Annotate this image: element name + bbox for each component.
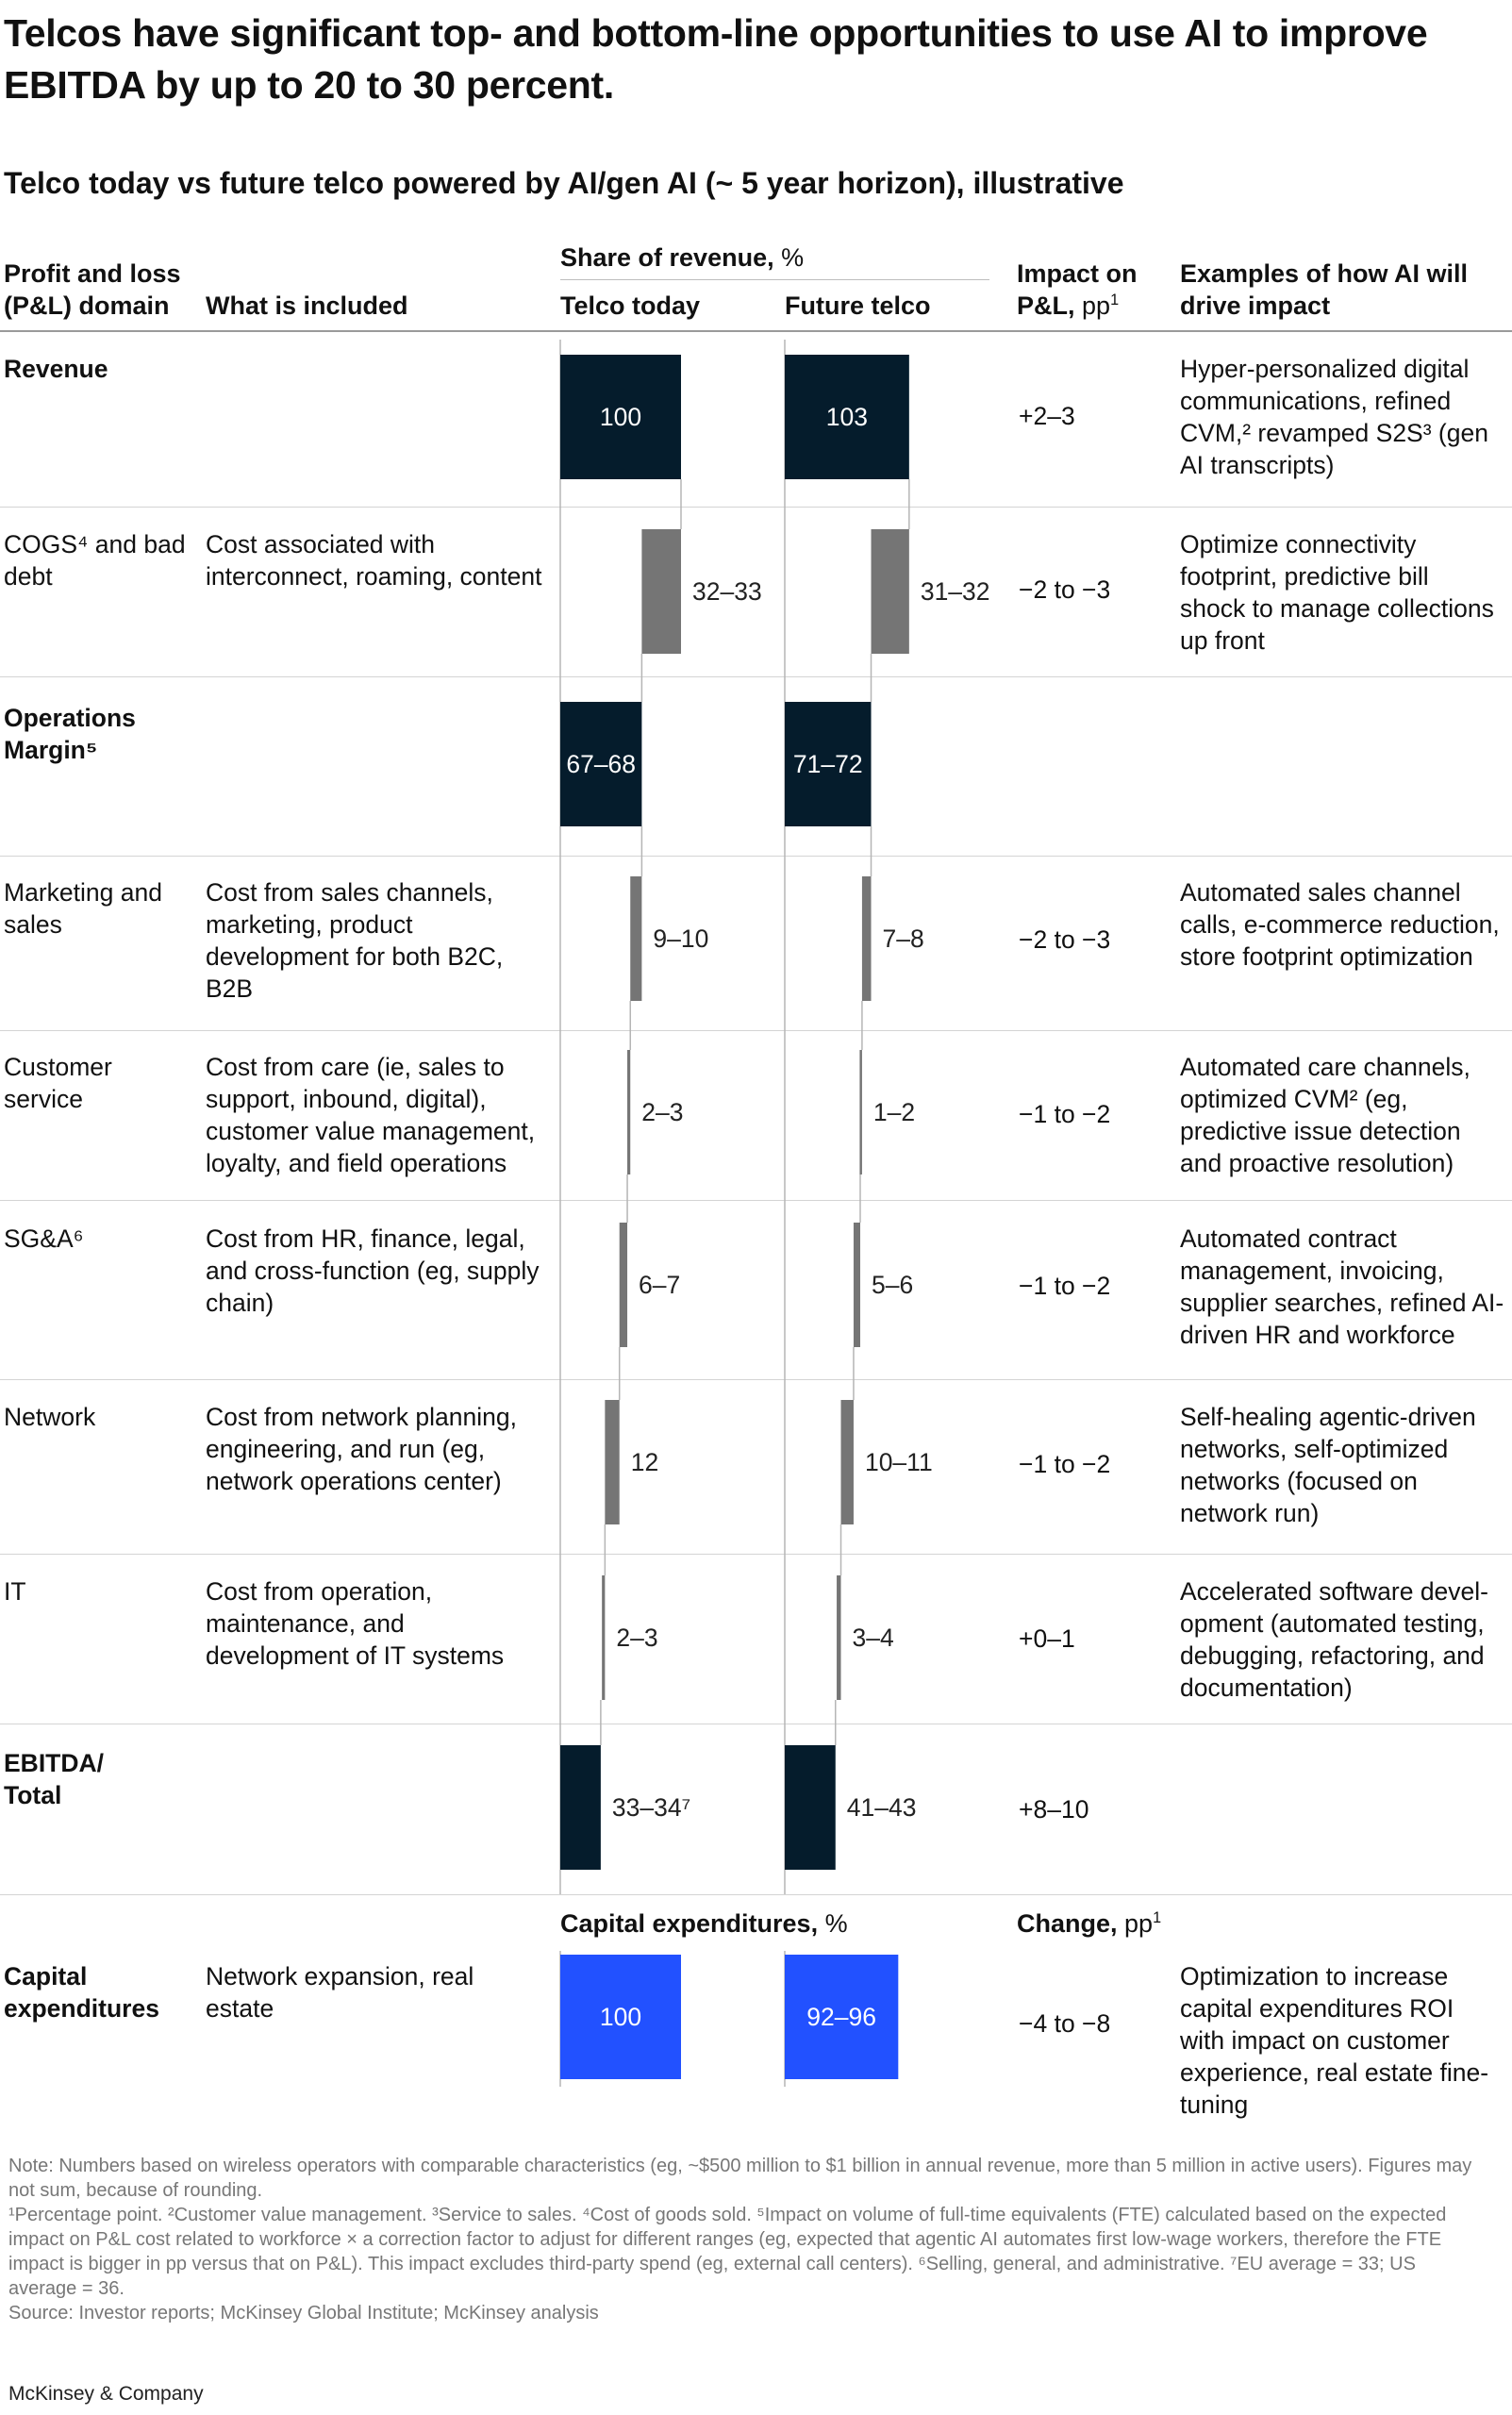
row-included-sga: Cost from HR, finance, legal, and cross-function (eg, supply chain) xyxy=(206,1224,540,1317)
bar-telco-today-4 xyxy=(627,1050,630,1174)
row-included-capex: Network expansion, real estate xyxy=(206,1962,474,2023)
row-domain-revenue: Revenue xyxy=(4,355,108,383)
bar-telco-today-8 xyxy=(560,1745,601,1870)
data-label: 67–68 xyxy=(566,750,637,778)
data-label: 31–32 xyxy=(920,577,990,606)
header-share: Share of revenue, % xyxy=(560,243,805,272)
header-domain: Profit and loss (P&L) domain xyxy=(4,259,181,320)
row-examples-marketing: Automated sales channel calls, e-commerce reduction, store footprint optimization xyxy=(1180,878,1500,971)
footnotes xyxy=(8,2154,1480,2325)
note-source: Source: Investor reports; McKinsey Global Institute; McKinsey analysis xyxy=(8,2303,599,2323)
bar-telco-today-6 xyxy=(605,1400,619,1524)
row-included-network: Cost from network planning, engineering, and run (eg, network operations center) xyxy=(206,1403,517,1495)
row-domain-ebitda: EBITDA/ Total xyxy=(4,1749,104,1809)
chart-subtitle: Telco today vs future telco powered by AI/gen AI (~ 5 year horizon), illustrative xyxy=(4,166,1124,200)
bar-telco-today-7 xyxy=(602,1575,605,1700)
bar-future-telco-1 xyxy=(872,529,909,654)
row-impact-marketing: −2 to −3 xyxy=(1019,925,1111,954)
row-impact-ebitda: +8–10 xyxy=(1019,1795,1089,1824)
row-domain-capex: Capital expenditures xyxy=(4,1962,159,2023)
row-impact-it: +0–1 xyxy=(1019,1624,1075,1653)
bar-future-telco-7 xyxy=(837,1575,840,1700)
bar-telco-today-1 xyxy=(641,529,681,654)
row-impact-network: −1 to −2 xyxy=(1019,1450,1111,1478)
data-label: 6–7 xyxy=(639,1271,681,1299)
row-included-marketing: Cost from sales channels, marketing, product development for both B2C, B2B xyxy=(206,878,504,1003)
data-label: 1–2 xyxy=(872,1098,916,1126)
data-label: 2–3 xyxy=(616,1624,658,1652)
row-domain-cogs: COGS⁴ and bad debt xyxy=(4,530,186,591)
data-label: 71–72 xyxy=(792,750,863,778)
data-label: 5–6 xyxy=(872,1271,914,1299)
bar-future-telco-5 xyxy=(854,1223,860,1347)
row-included-customer-service: Cost from care (ie, sales to support, inbound, digital), customer value management, loyalty, and field operations xyxy=(206,1053,536,1177)
bar-telco-today-5 xyxy=(620,1223,627,1347)
brand-logo: McKinsey & Company xyxy=(8,2383,204,2405)
header-examples: Examples of how AI will drive impact xyxy=(1180,259,1469,320)
data-label: 32–33 xyxy=(692,577,762,606)
capex-label: 100 xyxy=(599,2003,642,2031)
bar-future-telco-4 xyxy=(859,1050,862,1174)
data-label: 33–34⁷ xyxy=(611,1793,691,1822)
bar-telco-today-3 xyxy=(630,876,641,1001)
data-label: 103 xyxy=(825,403,869,431)
row-examples-network: Self-healing agentic-driven networks, self-optimized networks (focused on network run) xyxy=(1180,1403,1476,1527)
data-label: 10–11 xyxy=(864,1448,933,1476)
row-domain-marketing: Marketing and sales xyxy=(4,878,162,939)
bar-future-telco-3 xyxy=(862,876,872,1001)
row-examples-revenue: Hyper-personalized digital communications, refined CVM,² revamped S2S³ (gen AI transcripts) xyxy=(1180,355,1488,479)
row-impact-cogs: −2 to −3 xyxy=(1019,575,1111,604)
header-today: Telco today xyxy=(560,291,701,320)
row-impact-sga: −1 to −2 xyxy=(1019,1272,1111,1300)
row-domain-customer-service: Customer service xyxy=(4,1053,112,1113)
row-domain-sga: SG&A⁶ xyxy=(4,1224,84,1253)
row-included-it: Cost from operation, maintenance, and development of IT systems xyxy=(206,1577,505,1670)
data-label: 7–8 xyxy=(882,924,924,953)
header-impact: Impact on P&L, $pp^1$ xyxy=(1017,259,1138,320)
row-domain-network: Network xyxy=(4,1403,96,1431)
row-domain-operations-margin: Operations Margin⁵ xyxy=(4,704,136,764)
note-definitions: ¹Percentage point. ²Customer value management. ³Service to sales. ⁴Cost of goods sold. ⁵Impact on volume of full-time equivalents (FTE) calculated based on the expected impact on P&L cost related to workforce × a correction factor to adjust for different ranges (eg, expected that agentic AI automates first low-wage workers, therefore the FTE impact is bigger in pp versus that on P&L). This impact excludes third-party spend (eg, external call centers). ⁶Selling, general, and administrative. ⁷EU average = 33; US average = 36. xyxy=(8,2205,1447,2299)
data-label: 100 xyxy=(599,403,642,431)
row-impact-capex: −4 to −8 xyxy=(1019,2009,1111,2038)
data-label: 3–4 xyxy=(852,1624,894,1652)
capex-label: 92–96 xyxy=(806,2003,877,2031)
row-impact-revenue: +2–3 xyxy=(1019,402,1075,430)
row-examples-it: Accelerated software devel-opment (automated testing, debugging, refactoring, and documentation) xyxy=(1180,1577,1488,1702)
header-future: Future telco xyxy=(785,291,931,320)
bar-future-telco-8 xyxy=(785,1745,836,1870)
capex-header: Capital expenditures, % xyxy=(560,1909,848,1938)
row-examples-cogs: Optimize connectivity footprint, predictive bill shock to manage collections up front xyxy=(1180,530,1494,655)
row-examples-customer-service: Automated care channels, optimized CVM² (eg, predictive issue detection and proactive resolution) xyxy=(1180,1053,1470,1177)
row-domain-it: IT xyxy=(4,1577,26,1606)
row-impact-customer-service: −1 to −2 xyxy=(1019,1100,1111,1128)
data-label: 9–10 xyxy=(653,924,709,953)
bar-future-telco-6 xyxy=(841,1400,854,1524)
data-label: 12 xyxy=(630,1448,659,1476)
capex-change-header: Change, $pp^1$ xyxy=(1017,1909,1162,1938)
data-label: 2–3 xyxy=(641,1098,684,1126)
row-examples-sga: Automated contract management, invoicing, supplier searches, refined AI-driven HR and workforce xyxy=(1180,1224,1504,1349)
row-examples-capex: Optimization to increase capital expenditures ROI with impact on customer experience, real estate fine-tuning xyxy=(1180,1962,1489,2119)
data-label: 41–43 xyxy=(846,1793,917,1822)
row-included-cogs: Cost associated with interconnect, roaming, content xyxy=(206,530,542,591)
note-main: Note: Numbers based on wireless operators with comparable characteristics (eg, ~$500 million to $1 billion in annual revenue, more than 5 million in active users). Figures may not sum, because of rounding. xyxy=(8,2156,1472,2201)
header-included: What is included xyxy=(206,291,408,320)
page-title: Telcos have significant top- and bottom-line opportunities to use AI to improve EBITDA by up to 20 to 30 percent. xyxy=(4,11,1428,107)
